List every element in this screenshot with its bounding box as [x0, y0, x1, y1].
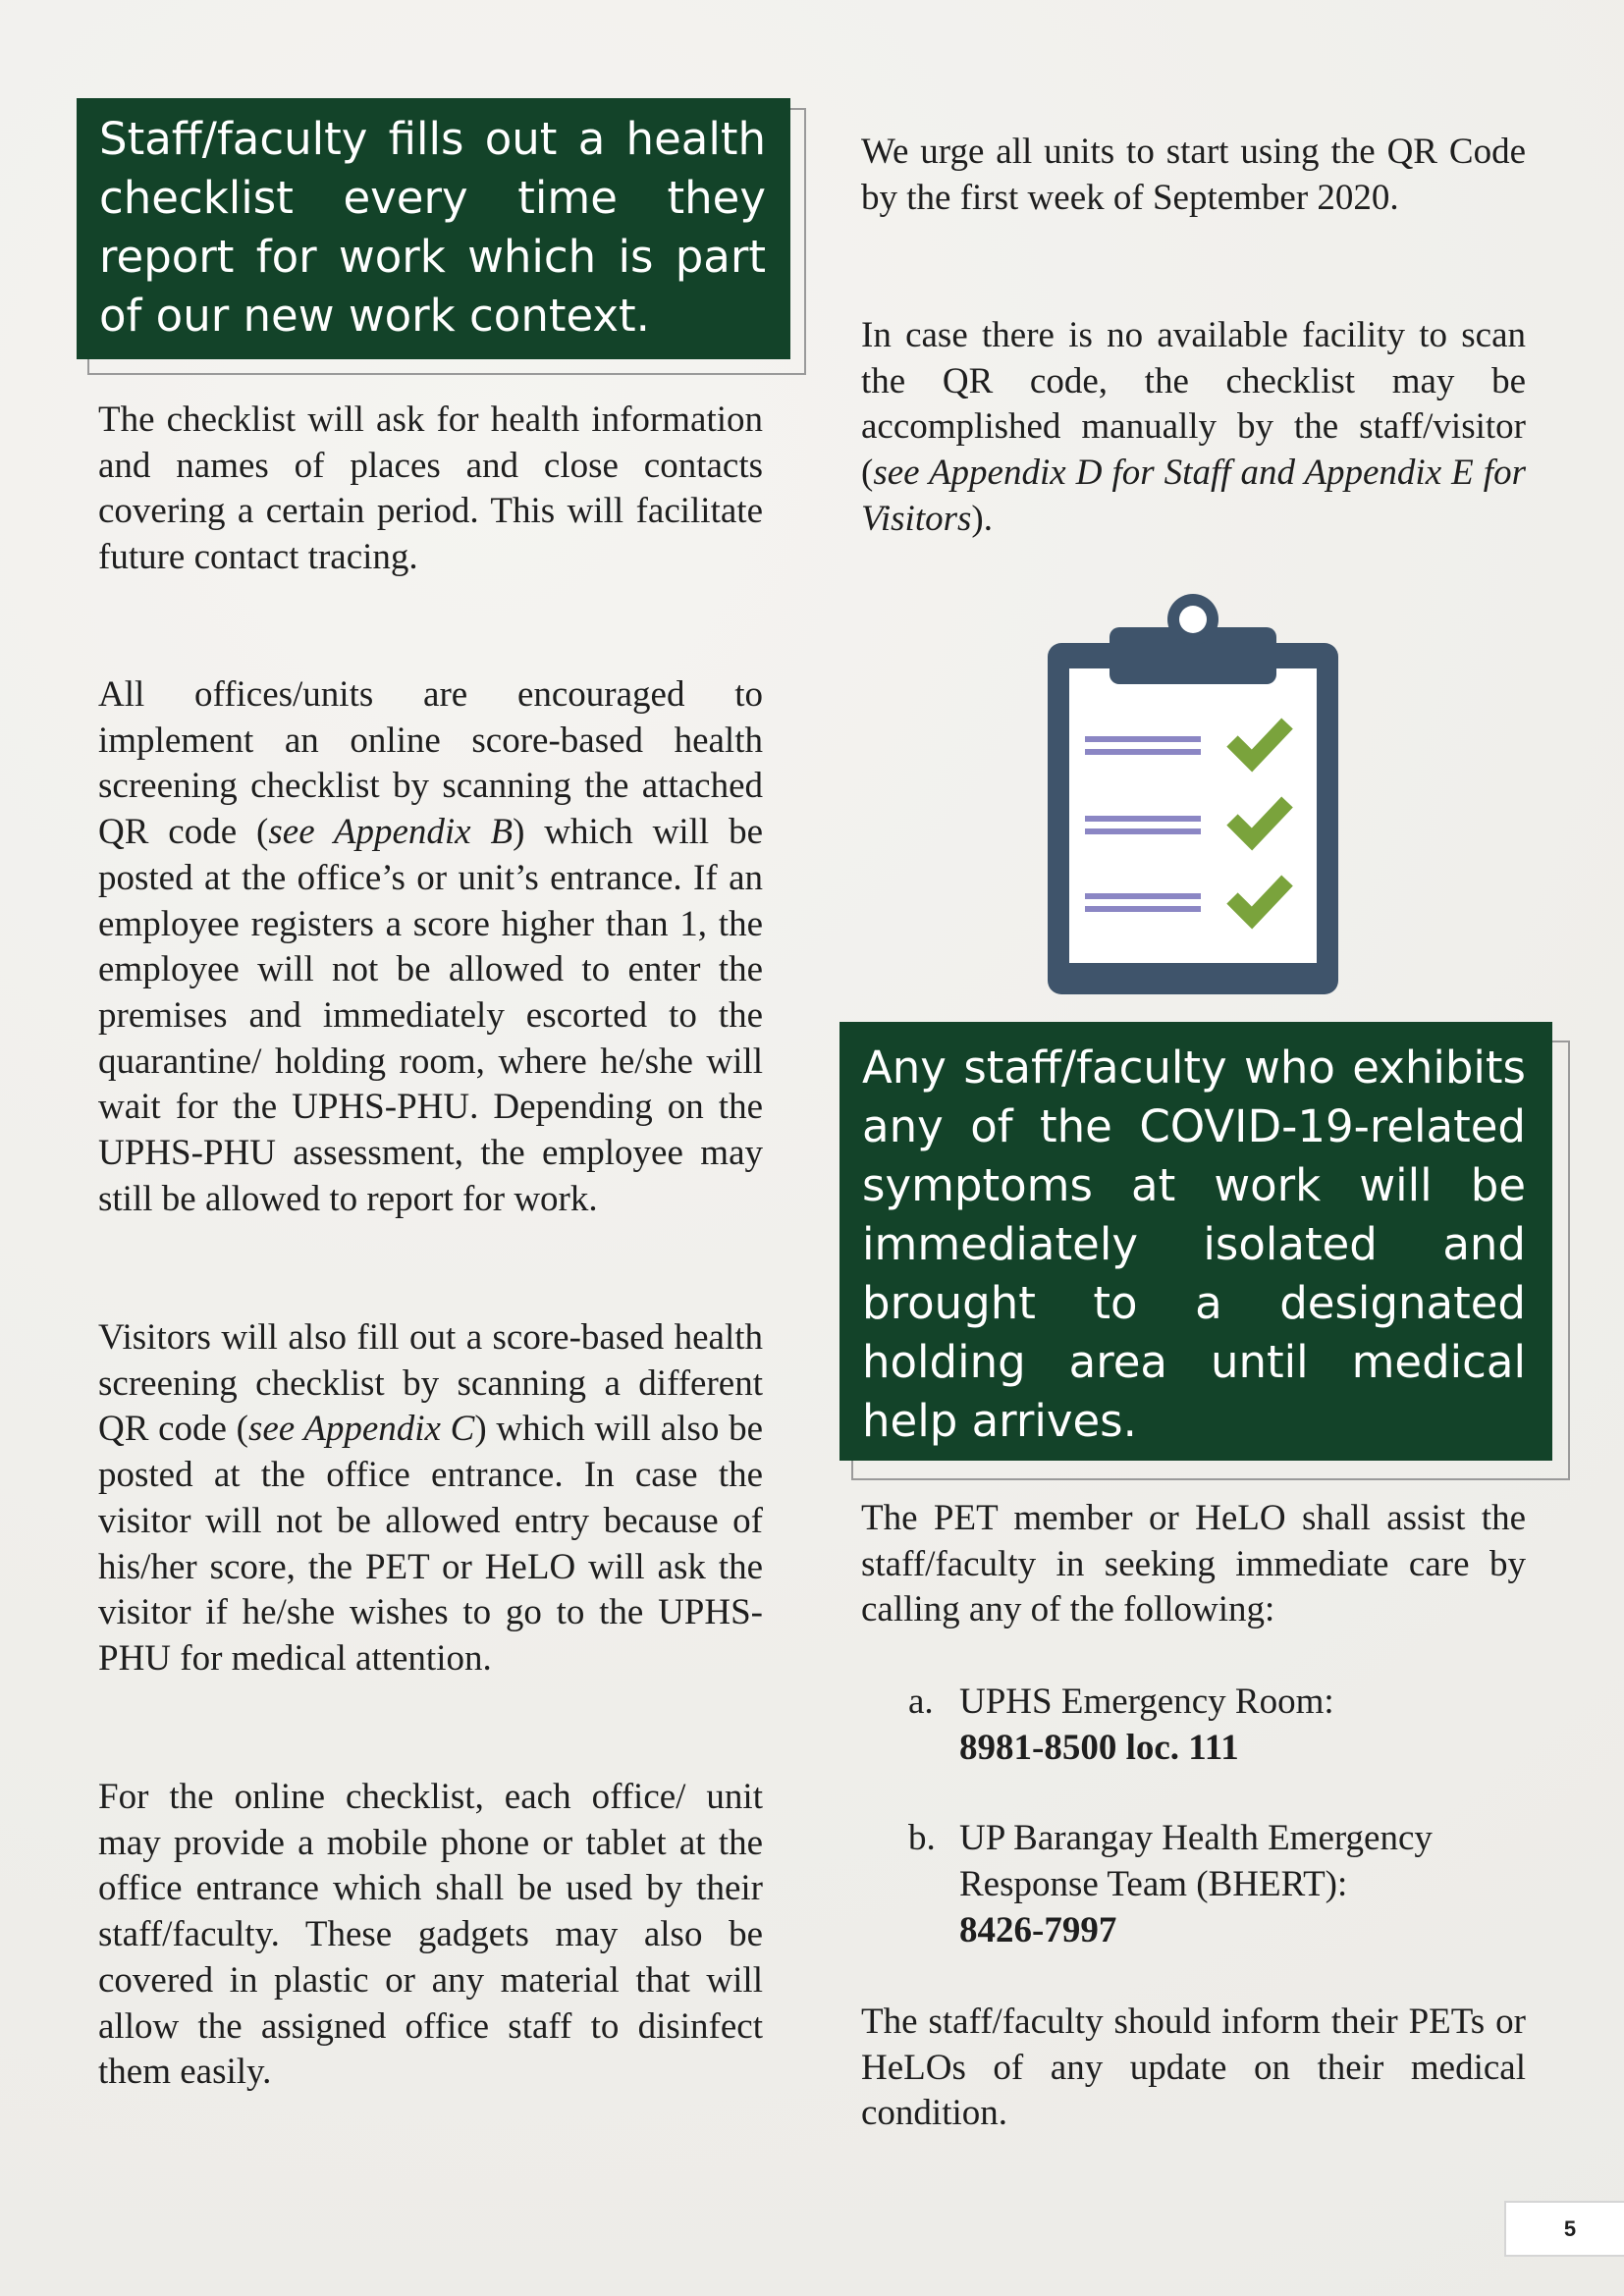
list-marker: a.: [908, 1682, 934, 1722]
callout-text: Staff/faculty fills out a health checklist every time they report for work which is part of our new work context.: [99, 113, 766, 342]
paragraph-checklist-info: The checklist will ask for health information and names of places and close contacts covering a certain period. This will facilitate future contact tracing.: [98, 400, 763, 578]
checklist-line: [1085, 893, 1201, 899]
clipboard-checklist-icon: [1046, 592, 1340, 996]
checklist-line: [1085, 749, 1201, 755]
p2-text-a: All offices/units are encouraged to implement an online score-based health screening checklist by scanning the attached QR code (: [98, 674, 763, 853]
clipboard-ring-hole: [1179, 606, 1207, 633]
contact-number: 8981-8500 loc. 111: [959, 1727, 1239, 1768]
paragraph-online-checklist: [98, 672, 763, 1222]
appendix-de-ref: see Appendix D for Staff and Appendix E for Visitors: [861, 453, 1526, 539]
paragraph-inform: The staff/faculty should inform their PETs or HeLOs of any update on their medical condition.: [861, 2002, 1526, 2134]
contact-label: UPHS Emergency Room:: [959, 1682, 1334, 1722]
appendix-c-ref: see Appendix C: [247, 1409, 475, 1450]
paragraph-mobile-devices: For the online checklist, each office/ unit may provide a mobile phone or tablet at the office entrance which shall be used by their staff/faculty. These gadgets may also be covered in plastic or any material that will allow the assigned office staff to disinfect them easily.: [98, 1777, 763, 2093]
p3-text-a: Visitors will also fill out a score-based health screening checklist by scanning a different QR code (: [98, 1317, 763, 1450]
emergency-contacts-list: [908, 1680, 1527, 1954]
p2r-text-a: In case there is no available facility to scan the QR code, the checklist may be accomplished manually by the staff/visitor (: [861, 315, 1526, 494]
paragraph-assist: The PET member or HeLO shall assist the staff/faculty in seeking immediate care by calling any of the following:: [861, 1498, 1526, 1630]
paragraph-qr-deadline: We urge all units to start using the QR Code by the first week of September 2020.: [861, 132, 1526, 218]
list-marker: b.: [908, 1818, 936, 1859]
page-number: [1504, 2201, 1624, 2257]
p2-text-b: ) which will be posted at the office’s or unit’s entrance. If an employee registers a score higher than 1, the employee will not be allowed to enter the premises and immediately escorted to the quarantine/ holding room, where he/she will wait for the UPHS-PHU. Depending on the UPHS-PHU assessment, the employee may still be allowed to report for work.: [98, 812, 763, 1219]
contact-item: [908, 1816, 1527, 1953]
checklist-line: [1085, 736, 1201, 742]
callout-covid-symptoms: [839, 1022, 1552, 1461]
checklist-line: [1085, 906, 1201, 912]
p2r-text-b: ).: [971, 498, 993, 539]
page-number-text: 5: [1563, 2216, 1577, 2241]
checklist-line: [1085, 828, 1201, 834]
contact-item: [908, 1680, 1527, 1771]
appendix-b-ref: see Appendix B: [268, 812, 514, 853]
paragraph-manual-checklist: [861, 313, 1526, 543]
contact-label: UP Barangay Health Emergency Response Team (BHERT):: [959, 1818, 1433, 1905]
callout-text: Any staff/faculty who exhibits any of the COVID-19-related symptoms at work will be immediately isolated and brought to a designated holding area until medical help arrives.: [862, 1041, 1526, 1447]
contact-number: 8426-7997: [959, 1909, 1117, 1950]
callout-health-checklist: [77, 98, 790, 359]
checklist-line: [1085, 816, 1201, 822]
p3-text-b: ) which will also be posted at the office entrance. In case the visitor will not be allowed entry because of his/her score, the PET or HeLO will ask the visitor if he/she wishes to go to the UPHS-PHU for medical attention.: [98, 1409, 763, 1679]
paragraph-visitors: [98, 1315, 763, 1682]
